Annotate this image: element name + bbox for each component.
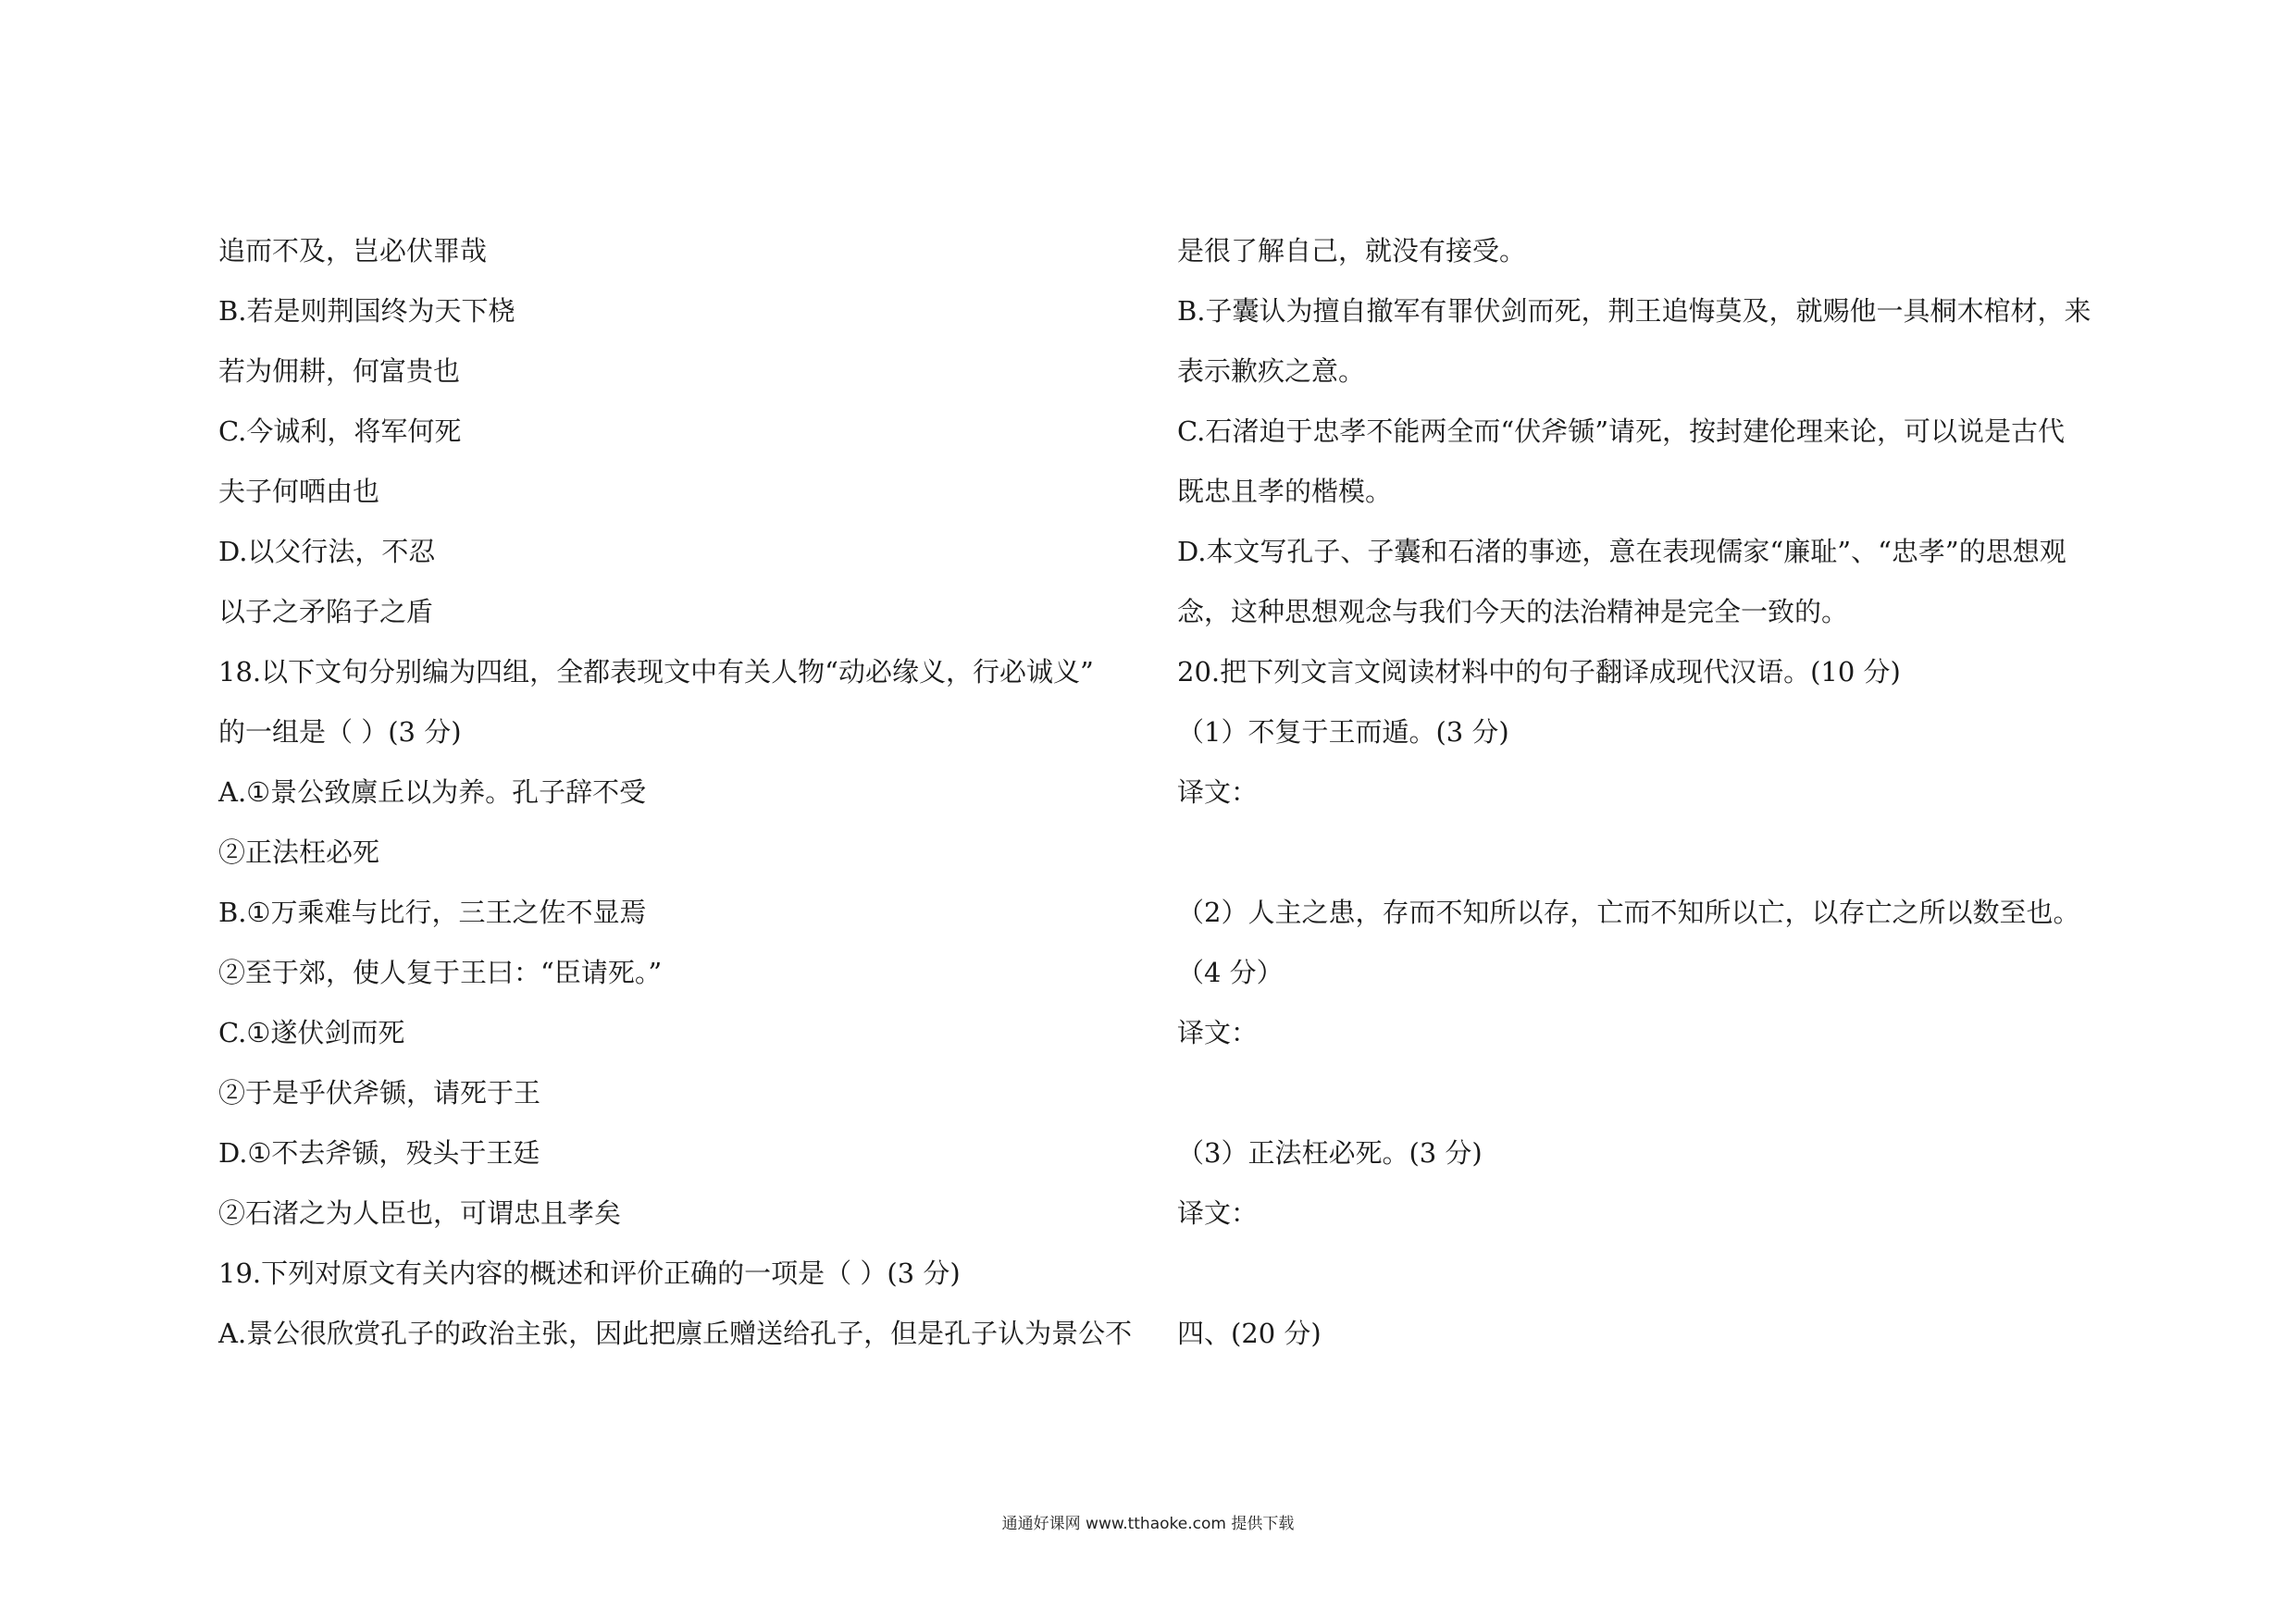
text-line: 念，这种思想观念与我们今天的法治精神是完全一致的。: [1177, 596, 1849, 627]
text-line: 表示歉疚之意。: [1177, 355, 1366, 387]
option-b: B.子囊认为擅自撤军有罪伏剑而死，荆王追悔莫及，就赐他一具桐木棺材，来: [1177, 295, 2091, 327]
question-18-stem-cont: 的一组是（ ）(3 分): [218, 716, 462, 748]
sub-question-1: （1）不复于王而遁。(3 分): [1177, 716, 1509, 748]
right-column: [1177, 229, 2121, 1372]
section-four-heading: 四、(20 分): [1177, 1318, 1322, 1349]
answer-space: [1177, 1252, 2121, 1312]
option-c: C.石渚迫于忠孝不能两全而“伏斧锧”请死，按封建伦理来论，可以说是古代: [1177, 415, 2066, 447]
footer-watermark: 通通好课网 www.tthaoke.com 提供下载: [1001, 1515, 1295, 1533]
option-c: C.①遂伏剑而死: [218, 1017, 405, 1048]
question-19-stem: 19.下列对原文有关内容的概述和评价正确的一项是（ ）(3 分): [218, 1258, 961, 1289]
question-18-stem: 18.以下文句分别编为四组，全都表现文中有关人物“动必缘义，行必诚义”: [218, 656, 1094, 688]
text-line: ②于是乎伏斧锧，请死于王: [218, 1077, 541, 1109]
option-d: D.①不去斧锧，殁头于王廷: [218, 1137, 540, 1169]
text-line: 追而不及，岂必伏罪哉: [218, 235, 488, 266]
text-line: 是很了解自己，就没有接受。: [1177, 235, 1527, 266]
translation-label: 译文：: [1177, 1017, 1259, 1048]
text-line: D.以父行法，不忍: [218, 536, 436, 567]
text-line: ②至于郊，使人复于王曰：“臣请死。”: [218, 957, 663, 988]
text-line: 既忠且孝的楷模。: [1177, 476, 1393, 507]
question-20-stem: 20.把下列文言文阅读材料中的句子翻译成现代汉语。(10 分): [1177, 656, 1901, 688]
translation-label: 译文：: [1177, 776, 1259, 808]
text-line: C.今诚利，将军何死: [218, 415, 462, 447]
sub-question-2: （2）人主之患，存而不知所以存，亡而不知所以亡，以存亡之所以数至也。: [1177, 897, 2080, 928]
text-line: B.若是则荆国终为天下桡: [218, 295, 515, 327]
answer-space: [1177, 1072, 2121, 1132]
translation-label: 译文：: [1177, 1197, 1259, 1229]
text-line: 若为佣耕，何富贵也: [218, 355, 461, 387]
text-line: 以子之矛陷子之盾: [218, 596, 434, 627]
option-a: A.景公很欣赏孔子的政治主张，因此把廪丘赠送给孔子，但是孔子认为景公不: [218, 1318, 1133, 1349]
text-line: 夫子何哂由也: [218, 476, 380, 507]
option-a: A.①景公致廪丘以为养。孔子辞不受: [218, 776, 647, 808]
sub-question-2-score: （4 分）: [1177, 957, 1284, 988]
option-d: D.本文写孔子、子囊和石渚的事迹，意在表现儒家“廉耻”、“忠孝”的思想观: [1177, 536, 2066, 567]
text-line: ②正法枉必死: [218, 836, 380, 868]
answer-space: [1177, 831, 2121, 891]
option-b: B.①万乘难与比行，三王之佐不显焉: [218, 897, 647, 928]
left-column: [218, 229, 1144, 1372]
sub-question-3: （3）正法枉必死。(3 分): [1177, 1137, 1483, 1169]
text-line: ②石渚之为人臣也，可谓忠且孝矣: [218, 1197, 622, 1229]
